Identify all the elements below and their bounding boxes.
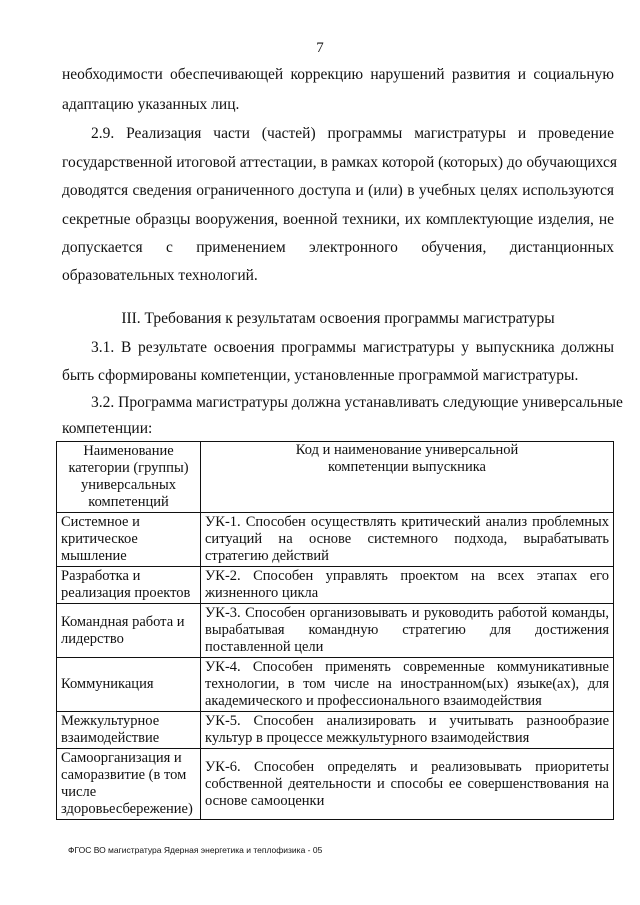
word: электронного	[309, 239, 398, 256]
category-cell: Системное и критическое мышление	[57, 513, 201, 567]
category-cell: Коммуникация	[57, 658, 201, 712]
table-row	[57, 749, 614, 820]
footer: ФГОС ВО магистратура Ядерная энергетика и теплофизика - 05	[68, 845, 323, 855]
para-3-1-line2: быть сформированы компетенции, установленные программой магистратуры.	[62, 367, 579, 384]
word: применением	[196, 239, 286, 256]
competence-cell: УК-3. Способен организовывать и руководить работой команды, вырабатывая командную стратегию для достижения поставленной цели	[201, 604, 614, 658]
word: с	[165, 239, 173, 256]
table-row	[57, 712, 614, 749]
para-2-9-line5	[62, 239, 614, 257]
para-2-9-line6: образовательных технологий.	[62, 267, 258, 284]
competence-cell: УК-4. Способен применять современные коммуникативные технологии, в том числе на иностранном(ых) языке(ах), для академического и профессионального взаимодействия	[201, 658, 614, 712]
table-row	[57, 658, 614, 712]
category-cell: Разработка и реализация проектов	[57, 567, 201, 604]
table-row	[57, 567, 614, 604]
word: дистанционных	[509, 239, 614, 256]
para-2-9-line2: государственной итоговой аттестации, в рамках которой (которых) до обучающихся	[62, 154, 617, 171]
section-heading: III. Требования к результатам освоения программы магистратуры	[121, 310, 555, 327]
page-number: 7	[316, 40, 324, 56]
competence-cell: УК-5. Способен анализировать и учитывать разнообразие культур в процессе межкультурного взаимодействия	[201, 712, 614, 749]
table-row	[57, 604, 614, 658]
text-line: необходимости обеспечивающей коррекцию нарушений развития и социальную	[62, 66, 614, 83]
table-header-row	[57, 442, 614, 513]
competence-table	[56, 441, 614, 820]
category-cell: Самоорганизация и саморазвитие (в том числе здоровьесбережение)	[57, 749, 201, 820]
para-3-2-line2: компетенции:	[62, 420, 153, 437]
para-cont-line2: адаптацию указанных лиц.	[62, 96, 240, 113]
word: обучения,	[421, 239, 487, 256]
competence-cell: УК-6. Способен определять и реализовывать приоритеты собственной деятельности и способы ее совершенствования на основе самооценки	[201, 749, 614, 820]
header-category: Наименование категории (группы) универсальных компетенций	[57, 442, 201, 513]
competence-cell: УК-1. Способен осуществлять критический анализ проблемных ситуаций на основе системного подхода, вырабатывать стратегию действий	[201, 513, 614, 567]
para-2-9-line1: 2.9. Реализация части (частей) программы магистратуры и проведение	[91, 125, 614, 142]
category-cell: Командная работа и лидерство	[57, 604, 201, 658]
para-cont-line1	[62, 66, 614, 84]
competence-cell: УК-2. Способен управлять проектом на всех этапах его жизненного цикла	[201, 567, 614, 604]
para-3-1-line1: 3.1. В результате освоения программы магистратуры у выпускника должны	[91, 339, 614, 356]
category-cell: Межкультурное взаимодействие	[57, 712, 201, 749]
para-2-9-line3: доводятся сведения ограниченного доступа и (или) в учебных целях используются	[62, 182, 614, 199]
para-2-9-line4: секретные образцы вооружения, военной техники, их комплектующие изделия, не	[62, 211, 614, 228]
para-3-2-line1: 3.2. Программа магистратуры должна устанавливать следующие универсальные	[91, 394, 623, 411]
header-competence: Код и наименование универсальной компетенции выпускника	[201, 442, 614, 513]
word: допускается	[62, 239, 143, 256]
table-row	[57, 513, 614, 567]
